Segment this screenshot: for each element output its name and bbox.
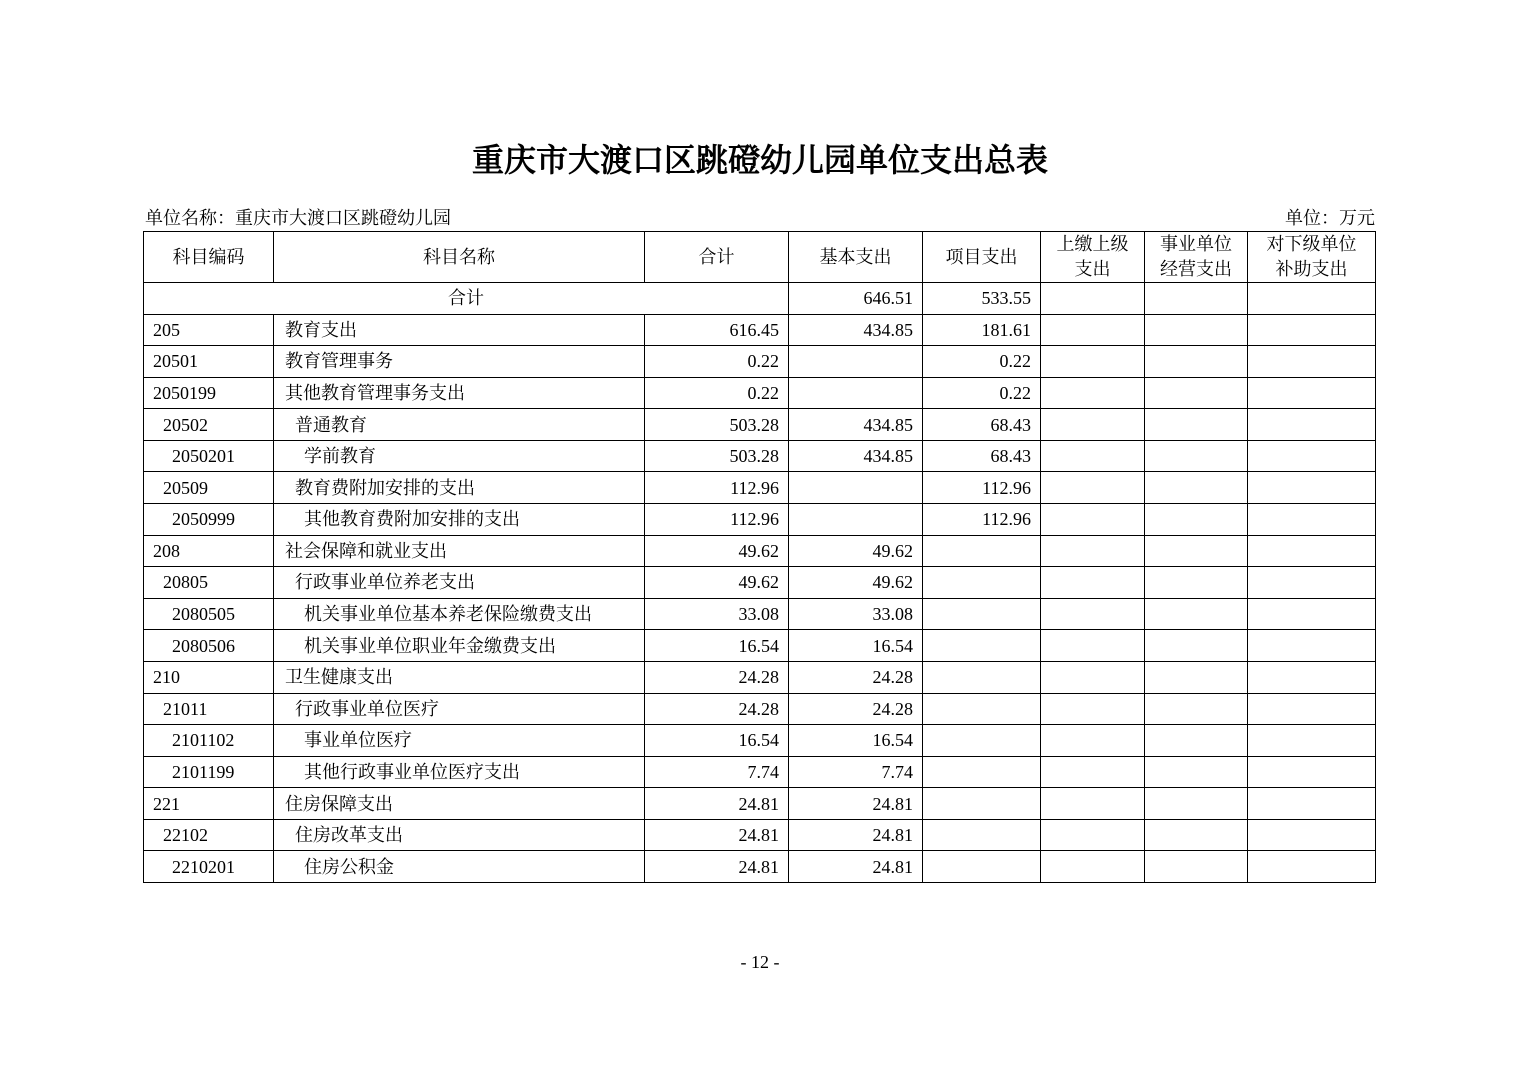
total-project-cell: 533.55 xyxy=(923,283,1041,315)
total-cell: 616.45 xyxy=(645,314,789,346)
subject-name: 教育管理事务 xyxy=(274,346,645,378)
project-cell: 112.96 xyxy=(923,472,1041,504)
upper-cell xyxy=(1041,440,1145,472)
upper-cell xyxy=(1041,409,1145,441)
subject-code: 210 xyxy=(144,661,274,693)
business-cell xyxy=(1145,756,1248,788)
table-row xyxy=(144,756,1376,788)
business-cell xyxy=(1145,598,1248,630)
upper-cell xyxy=(1041,630,1145,662)
project-cell xyxy=(923,851,1041,883)
subject-name: 其他教育费附加安排的支出 xyxy=(274,504,645,536)
table-row xyxy=(144,693,1376,725)
table-row xyxy=(144,788,1376,820)
total-cell: 49.62 xyxy=(645,567,789,599)
subsidy-cell xyxy=(1248,314,1376,346)
project-cell: 68.43 xyxy=(923,409,1041,441)
subject-name: 卫生健康支出 xyxy=(274,661,645,693)
table-header-row xyxy=(144,232,1376,283)
subsidy-cell xyxy=(1248,535,1376,567)
table-row xyxy=(144,598,1376,630)
table-row xyxy=(144,472,1376,504)
project-cell xyxy=(923,756,1041,788)
subject-code: 20501 xyxy=(144,346,274,378)
basic-cell: 33.08 xyxy=(789,598,923,630)
header-code: 科目编码 xyxy=(144,232,274,283)
subject-code: 2210201 xyxy=(144,851,274,883)
business-cell xyxy=(1145,409,1248,441)
header-name: 科目名称 xyxy=(274,232,645,283)
business-cell xyxy=(1145,567,1248,599)
business-cell xyxy=(1145,377,1248,409)
subsidy-cell xyxy=(1248,377,1376,409)
project-cell: 112.96 xyxy=(923,504,1041,536)
subject-code: 22102 xyxy=(144,819,274,851)
subsidy-cell xyxy=(1248,630,1376,662)
page-title: 重庆市大渡口区跳磴幼儿园单位支出总表 xyxy=(471,142,1048,178)
business-cell xyxy=(1145,630,1248,662)
project-cell xyxy=(923,788,1041,820)
upper-cell xyxy=(1041,567,1145,599)
total-cell: 16.54 xyxy=(645,725,789,757)
total-cell: 7.74 xyxy=(645,756,789,788)
subject-name: 学前教育 xyxy=(274,440,645,472)
upper-cell xyxy=(1041,725,1145,757)
business-cell xyxy=(1145,788,1248,820)
subject-name: 普通教育 xyxy=(274,409,645,441)
project-cell xyxy=(923,535,1041,567)
upper-cell xyxy=(1041,851,1145,883)
total-cell: 112.96 xyxy=(645,504,789,536)
business-cell xyxy=(1145,440,1248,472)
subject-name: 住房公积金 xyxy=(274,851,645,883)
subsidy-cell xyxy=(1248,409,1376,441)
upper-cell xyxy=(1041,314,1145,346)
table-row xyxy=(144,819,1376,851)
total-cell: 24.81 xyxy=(645,788,789,820)
total-business-cell xyxy=(1145,283,1248,315)
basic-cell: 434.85 xyxy=(789,314,923,346)
upper-cell xyxy=(1041,535,1145,567)
subsidy-cell xyxy=(1248,819,1376,851)
total-cell: 503.28 xyxy=(645,409,789,441)
table-row xyxy=(144,377,1376,409)
subsidy-cell xyxy=(1248,851,1376,883)
basic-cell xyxy=(789,346,923,378)
basic-cell: 16.54 xyxy=(789,725,923,757)
subsidy-cell xyxy=(1248,756,1376,788)
basic-cell: 16.54 xyxy=(789,630,923,662)
total-row xyxy=(144,283,1376,315)
project-cell: 68.43 xyxy=(923,440,1041,472)
business-cell xyxy=(1145,819,1248,851)
upper-cell xyxy=(1041,693,1145,725)
total-upper-cell xyxy=(1041,283,1145,315)
total-cell: 0.22 xyxy=(645,377,789,409)
total-cell: 24.28 xyxy=(645,661,789,693)
business-cell xyxy=(1145,535,1248,567)
business-cell xyxy=(1145,504,1248,536)
total-cell: 49.62 xyxy=(645,535,789,567)
subject-code: 20805 xyxy=(144,567,274,599)
business-cell xyxy=(1145,693,1248,725)
business-cell xyxy=(1145,472,1248,504)
basic-cell xyxy=(789,504,923,536)
project-cell xyxy=(923,567,1041,599)
subject-code: 2101199 xyxy=(144,756,274,788)
subject-name: 机关事业单位职业年金缴费支出 xyxy=(274,630,645,662)
table-row xyxy=(144,346,1376,378)
upper-cell xyxy=(1041,661,1145,693)
subject-code: 2050999 xyxy=(144,504,274,536)
subject-name: 机关事业单位基本养老保险缴费支出 xyxy=(274,598,645,630)
subject-name: 教育支出 xyxy=(274,314,645,346)
subject-name: 其他教育管理事务支出 xyxy=(274,377,645,409)
total-cell: 112.96 xyxy=(645,472,789,504)
page-number: - 12 - xyxy=(740,952,780,972)
project-cell: 0.22 xyxy=(923,377,1041,409)
upper-cell xyxy=(1041,788,1145,820)
upper-cell xyxy=(1041,377,1145,409)
subject-code: 2080506 xyxy=(144,630,274,662)
basic-cell: 49.62 xyxy=(789,535,923,567)
currency-unit-label: 单位：万元 xyxy=(1285,208,1375,228)
total-label: 合计 xyxy=(144,283,789,315)
subject-code: 20509 xyxy=(144,472,274,504)
business-cell xyxy=(1145,851,1248,883)
subject-code: 2050199 xyxy=(144,377,274,409)
subject-code: 221 xyxy=(144,788,274,820)
basic-cell: 49.62 xyxy=(789,567,923,599)
table-row xyxy=(144,440,1376,472)
header-subsidy: 对下级单位 补助支出 xyxy=(1248,232,1376,283)
total-cell: 503.28 xyxy=(645,440,789,472)
subject-code: 2101102 xyxy=(144,725,274,757)
subject-name: 教育费附加安排的支出 xyxy=(274,472,645,504)
upper-cell xyxy=(1041,504,1145,536)
upper-cell xyxy=(1041,346,1145,378)
subject-name: 社会保障和就业支出 xyxy=(274,535,645,567)
subject-name: 行政事业单位养老支出 xyxy=(274,567,645,599)
table-row xyxy=(144,851,1376,883)
business-cell xyxy=(1145,725,1248,757)
upper-cell xyxy=(1041,472,1145,504)
subsidy-cell xyxy=(1248,788,1376,820)
basic-cell: 7.74 xyxy=(789,756,923,788)
project-cell xyxy=(923,661,1041,693)
subject-name: 行政事业单位医疗 xyxy=(274,693,645,725)
subject-code: 20502 xyxy=(144,409,274,441)
header-basic: 基本支出 xyxy=(789,232,923,283)
table-row xyxy=(144,314,1376,346)
subsidy-cell xyxy=(1248,661,1376,693)
table-row xyxy=(144,567,1376,599)
header-upper: 上缴上级 支出 xyxy=(1041,232,1145,283)
basic-cell xyxy=(789,377,923,409)
total-subsidy-cell xyxy=(1248,283,1376,315)
header-business: 事业单位 经营支出 xyxy=(1145,232,1248,283)
subject-name: 事业单位医疗 xyxy=(274,725,645,757)
subject-name: 其他行政事业单位医疗支出 xyxy=(274,756,645,788)
header-total: 合计 xyxy=(645,232,789,283)
upper-cell xyxy=(1041,819,1145,851)
total-cell: 16.54 xyxy=(645,630,789,662)
table-row xyxy=(144,409,1376,441)
project-cell: 0.22 xyxy=(923,346,1041,378)
business-cell xyxy=(1145,346,1248,378)
project-cell xyxy=(923,819,1041,851)
basic-cell: 24.28 xyxy=(789,693,923,725)
subsidy-cell xyxy=(1248,346,1376,378)
basic-cell: 434.85 xyxy=(789,440,923,472)
table-row xyxy=(144,661,1376,693)
project-cell xyxy=(923,725,1041,757)
subsidy-cell xyxy=(1248,567,1376,599)
subject-name: 住房保障支出 xyxy=(274,788,645,820)
header-project: 项目支出 xyxy=(923,232,1041,283)
expenditure-table xyxy=(143,231,1376,883)
subject-code: 208 xyxy=(144,535,274,567)
basic-cell: 24.28 xyxy=(789,661,923,693)
basic-cell: 24.81 xyxy=(789,788,923,820)
table-row xyxy=(144,725,1376,757)
subject-code: 2050201 xyxy=(144,440,274,472)
upper-cell xyxy=(1041,598,1145,630)
subject-code: 205 xyxy=(144,314,274,346)
total-cell: 33.08 xyxy=(645,598,789,630)
business-cell xyxy=(1145,314,1248,346)
subsidy-cell xyxy=(1248,472,1376,504)
total-cell: 24.81 xyxy=(645,851,789,883)
table-row xyxy=(144,535,1376,567)
table-row xyxy=(144,630,1376,662)
subject-code: 21011 xyxy=(144,693,274,725)
project-cell xyxy=(923,630,1041,662)
total-basic-cell: 646.51 xyxy=(789,283,923,315)
subsidy-cell xyxy=(1248,504,1376,536)
total-cell: 24.81 xyxy=(645,819,789,851)
subject-name: 住房改革支出 xyxy=(274,819,645,851)
upper-cell xyxy=(1041,756,1145,788)
table-row xyxy=(144,504,1376,536)
subsidy-cell xyxy=(1248,440,1376,472)
project-cell: 181.61 xyxy=(923,314,1041,346)
subject-code: 2080505 xyxy=(144,598,274,630)
business-cell xyxy=(1145,661,1248,693)
unit-name-label: 单位名称：重庆市大渡口区跳磴幼儿园 xyxy=(145,208,451,228)
subsidy-cell xyxy=(1248,725,1376,757)
basic-cell: 24.81 xyxy=(789,819,923,851)
project-cell xyxy=(923,598,1041,630)
subsidy-cell xyxy=(1248,598,1376,630)
total-cell: 0.22 xyxy=(645,346,789,378)
project-cell xyxy=(923,693,1041,725)
basic-cell: 24.81 xyxy=(789,851,923,883)
subsidy-cell xyxy=(1248,693,1376,725)
basic-cell: 434.85 xyxy=(789,409,923,441)
basic-cell xyxy=(789,472,923,504)
total-cell: 24.28 xyxy=(645,693,789,725)
